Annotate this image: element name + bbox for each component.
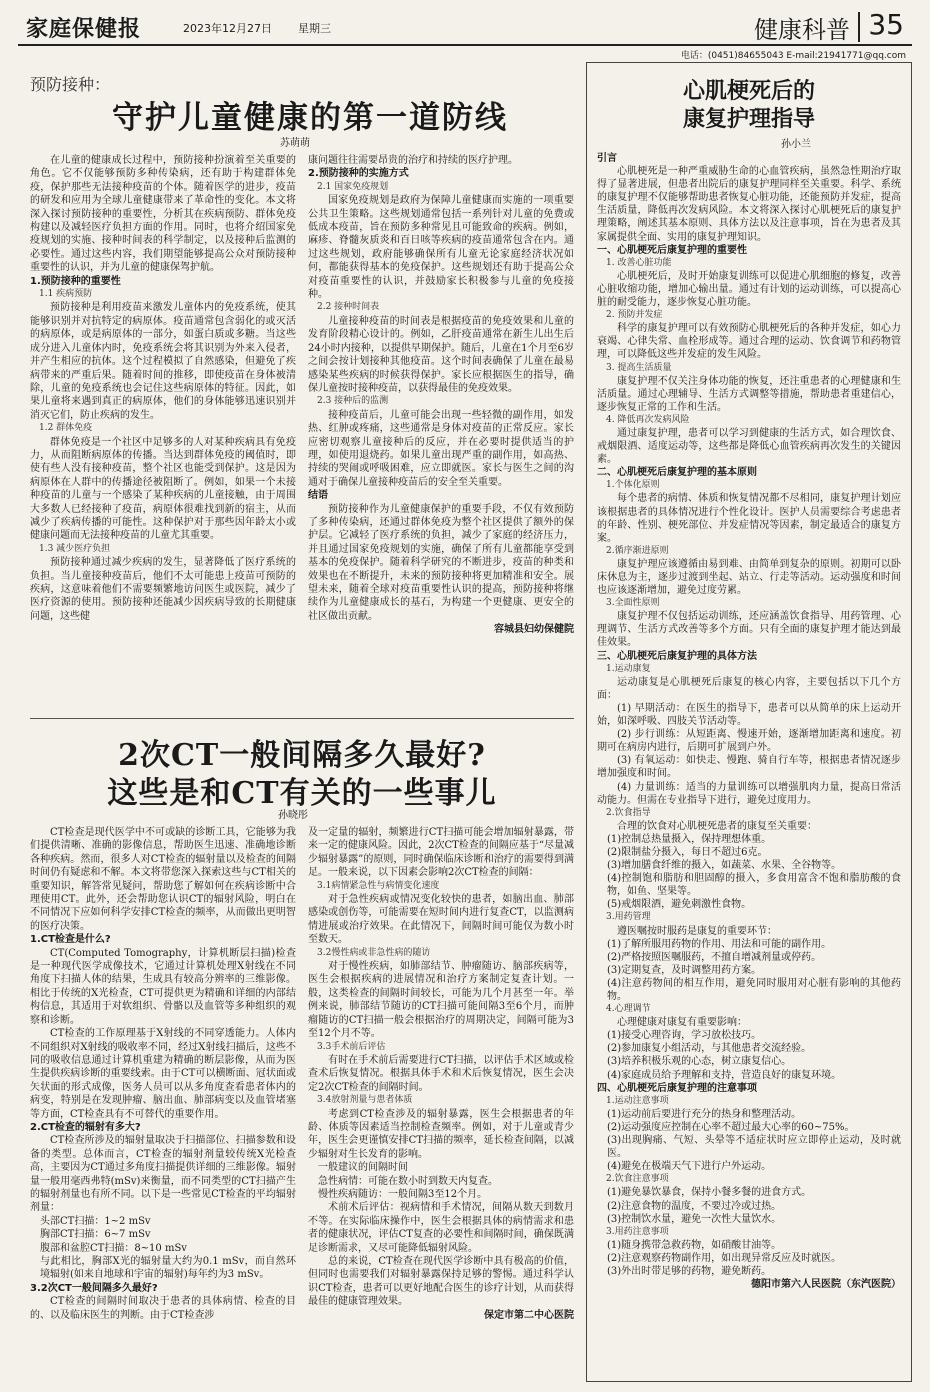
list-item: (5)戒烟限酒，避免刺激性食物。 [607,899,752,911]
left-articles [30,62,574,1382]
issue-date: 2023年12月27日 [183,22,272,35]
list-item: (1)随身携带急救药物，如硝酸甘油等。 [607,1239,782,1251]
list-item: 胸部CT扫描：6~7 mSv [40,1229,151,1241]
subsection-heading: 4. 降低再次发病风险 [606,414,690,425]
subsection-heading: 1. 改善心脏功能 [606,257,672,268]
paragraph: 康复护理不仅关注身体功能的恢复，还注重患者的心理健康和生活质量。通过心理辅导、生活方式调整等措施，帮助患者重建信心，逐步恢复正常的工作和生活。 [597,375,901,413]
page-number: 35 [868,8,904,41]
paragraph: CT检查的间隔时间取决于患者的具体病情、检查的目的、以及临床医生的判断。由于CT检查涉 [30,1296,296,1321]
paragraph: (2) 步行训练：从短距离、慢速开始，逐渐增加距离和速度。初期可在病房内进行，后期可扩展到户外。 [597,729,901,754]
article3-title-line2: 康复护理指导 [682,106,815,132]
list-item: (1)避免暴饮暴食，保持小餐多餐的进食方式。 [607,1187,812,1199]
paragraph: 康问题往往需要昂贵的治疗和持续的医疗护理。 [308,155,518,166]
paragraph: CT检查的工作原理基于X射线的不同穿透能力。人体内不同组织对X射线的吸收率不同，经过X射线扫描后，这些不同的吸收信息通过计算机重建为精确的断层影像，从而为医生提供疾病诊断的重要线索。由于CT可以横断面、冠状面或矢状面的形式成像，医务人员可以从多角度查看患者体内的病变，特别是在发现肿瘤、脑出血、肺部病变以及血管堵塞等方面，CT检查具有不可替代的重要作用。 [30,1028,296,1120]
article3-box [586,62,912,1382]
paragraph: 预防接种是利用疫苗来激发儿童体内的免疫系统，使其能够识别并对抗特定的病原体。疫苗通常包含弱化的或灭活的病原体，或是病原体的一部分，如蛋白质或多糖。当这些成分进入儿童体内时，免疫系统会将其识别为外来入侵者，并产生相应的抗体。这个过程模拟了自然感染，但避免了疾病带来的严重后果。随着时间的推移，即使疫苗在身体被清除，儿童的免疫系统也会记住这些病原体的特征。因此，如果儿童将来遇到真正的病原体，他们的身体能够迅速识别并消灭它们，防止疾病的发生。 [30,302,296,421]
paragraph: CT检查是现代医学中不可或缺的诊断工具，它能够为我们提供清晰、准确的影像信息，帮助医生迅速、准确地诊断各种疾病。然而，很多人对CT检查的辐射量以及检查的间隔时间仍有疑虑和不解。本文将带您深入探索这些与CT相关的重要知识，解答常见疑问，帮助您了解如何在疾病诊断中合理使用CT。此外，还会帮助您认识CT的辐射风险，明白在不同情况下应如何科学安排CT检查的频率，从而做出更明智的医疗决策。 [30,827,296,932]
paragraph: 每个患者的病情、体质和恢复情况都不尽相同，康复护理计划应该根据患者的具体情况进行个性化设计。医护人员需要综合考虑患者的年龄、性别、梗死部位、并发症情况等因素，制定最适合的康复方案。 [597,493,901,544]
list-item: (3)定期复查，及时调整用药方案。 [607,964,762,976]
subsection-heading: 1.2 群体免疫 [39,423,93,434]
subsection-heading: 3.1病情紧急性与病情变化速度 [317,880,440,891]
source-credit: 容城县妇幼保健院 [494,624,574,636]
paragraph: (1) 早期活动：在医生的指导下，患者可以从简单的床上运动开始，如深呼吸、四肢关节活动等。 [597,702,901,728]
paragraph: (4) 力量训练：适当的力量训练可以增强肌肉力量，提高日常活动能力。但需在专业指导下进行，避免过度用力。 [597,781,901,806]
subsection-heading: 1.运动注意事项 [606,1095,669,1106]
section-heading: 二、心肌梗死后康复护理的基本原则 [597,467,757,479]
paragraph: 及一定量的辐射，频繁进行CT扫描可能会增加辐射暴露，带来一定的健康风险。因此，2次CT检查的间隔应基于“尽量减少辐射暴露”的原则，同时确保临床诊断和治疗的需要得到满足。一般来说，以下因素会影响2次CT检查的间隔： [308,827,574,879]
article2-column-1 [30,826,296,1382]
paragraph: 康复护理应该遵循由易到难、由简单到复杂的原则。初期可以卧床休息为主，逐步过渡到坐起、站立、行走等活动。运动强度和时间也应该逐渐增加，避免过度劳累。 [597,558,901,597]
list-item: (4)控制饱和脂肪和胆固醇的摄入，多食用富含不饱和脂肪酸的食物，如鱼、坚果等。 [607,873,901,898]
subsection-heading: 3.4放射剂量与患者体质 [317,1095,413,1106]
subsection-heading: 3.用药管理 [606,912,651,923]
section-heading: 2.CT检查的辐射有多大? [30,1121,141,1133]
subsection-heading: 2.循序渐进原则 [606,545,669,556]
subsection-heading: 2.饮食注意事项 [606,1174,669,1185]
article1-kicker: 预防接种： [30,75,111,94]
list-item: 急性病情：可能在数小时到数天内复查。 [318,1175,498,1187]
paragraph: CT(Computed Tomography，计算机断层扫描)检查是一种现代医学成像技术，它通过计算机处理X射线在不同角度下扫描人体的结果，生成具有较高分辨率的三维影像。相比于传统的X光检查，CT可提供更为精确和详细的内部结构信息，其适用于对软组织、骨骼以及血管等多种组织的观察和诊断。 [30,947,296,1026]
paragraph: 心肌梗死是一种严重威胁生命的心血管疾病，虽然急性期治疗取得了显著进展，但患者出院后的康复护理同样至关重要。科学、系统的康复护理不仅能够帮助患者恢复心脏功能，还能预防并发症，提高生活质量，降低再次发病风险。本文将深入探讨心肌梗死后的康复护理策略，阐述其基本原则、具体方法以及注意事项，旨在为患者及其家属提供全面、实用的康复护理知识。 [597,166,901,243]
list-item: (1)了解所服用药物的作用、用法和可能的副作用。 [607,938,832,950]
article2-title-line2: 这些是和CT有关的一些事儿 [107,776,497,811]
subsection-heading: 2.2 接种时间表 [317,302,380,313]
paragraph: 接种疫苗后，儿童可能会出现一些轻微的副作用，如发热、红肿或疼痛，这些通常是身体对疫苗的正常反应。家长应密切观察儿童接种后的反应，并在必要时提供适当的护理，如使用退烧药。如果儿童出现严重的副作用，如高热、持续的哭闹或呼吸困难，应立即就医。家长与医生之间的沟通对于确保儿童接种疫苗后的安全至关重要。 [308,409,574,488]
paragraph: 运动康复是心肌梗死后康复的核心内容，主要包括以下几个方面： [597,676,901,701]
article3-title-line1: 心肌梗死后的 [682,78,815,104]
subsection-heading: 2.3 接种后的监测 [317,396,389,407]
paragraph: 合理的饮食对心肌梗死患者的康复至关重要： [617,820,817,832]
paragraph: (3) 有氧运动：如快走、慢跑、骑自行车等，根据患者情况逐步增加强度和时间。 [597,755,901,780]
paragraph: CT检查所涉及的辐射量取决于扫描部位、扫描参数和设备的类型。总体而言，CT检查的辐射剂量较传统X光检查高，主要因为CT通过多角度扫描提供详细的三维影像。辐射量一般用毫西弗特(mSv)来衡量，而不同类型的CT扫描产生的辐射剂量也有所不同。以下是一些常见CT检查的平均辐射剂量： [30,1135,296,1214]
list-item: (2)注意食物的温度，不要过冷或过热。 [607,1200,782,1212]
article3-body [597,152,901,1291]
paragraph: 科学的康复护理可以有效预防心肌梗死后的各种并发症，如心力衰竭、心律失常、血栓形成等。通过合理的运动、饮食调节和药物管理，可以降低这些并发症的发生风险。 [597,323,901,361]
list-item: (3)出现胸痛、气短、头晕等不适症状时应立即停止运动，及时就医。 [607,1135,901,1160]
article1-column-1 [30,154,296,714]
section-heading: 1.CT检查是什么? [30,934,111,946]
list-item: (1)接受心理咨询，学习放松技巧。 [607,1030,762,1042]
list-item: (4)家庭成员给予理解和支持，营造良好的康复环境。 [607,1069,842,1081]
list-item: 与此相比，胸部X光的辐射量大约为0.1 mSv，而自然环境辐射(如来自地球和宇宙的辐射)每年约为3 mSv。 [40,1256,296,1281]
source-credit: 保定市第二中心医院 [484,1309,574,1321]
section-heading: 引言 [597,153,617,164]
paragraph: 预防接种通过减少疾病的发生，显著降低了医疗系统的负担。当儿童接种疫苗后，他们不太可能患上疫苗可预防的疾病，这意味着他们不需要频繁地访问医生或医院，减少了医疗资源的使用。预防接种还能减少因疾病导致的长期健康问题，这些健 [30,557,296,622]
paragraph: 儿童接种疫苗的时间表是根据疫苗的免疫效果和儿童的发育阶段精心设计的。例如，乙肝疫苗通常在新生儿出生后24小时内接种，以提供早期保护。随后，儿童在1个月至6岁之间会按计划接种其他疫苗。这个时间表确保了儿童在最易感染某些疾病的时候获得保护。家长应根据医生的指导，确保儿童按时接种疫苗，以获得最佳的免疫效果。 [308,315,574,394]
paragraph: 总的来说，CT检查在现代医学诊断中具有极高的价值，但同时也需要我们对辐射暴露保持足够的警惕。通过科学认识CT检查，患者可以更好地配合医生的诊疗计划，从而获得最佳的健康管理效果。 [308,1256,574,1308]
list-item: 一般建议的间隔时间 [318,1162,408,1174]
list-item: (2)注意观察药物副作用，如出现异常反应及时就医。 [607,1252,842,1264]
list-item: (3)外出时带足够的药物，避免断药。 [607,1265,772,1277]
article1-column-2 [308,154,574,714]
paragraph: 通过康复护理，患者可以学习到健康的生活方式，如合理饮食、戒烟限酒、适度运动等，这些都是降低心血管疾病再次发生的关键因素。 [597,427,901,466]
list-item: (3)增加膳食纤维的摄入，如蔬菜、水果、全谷物等。 [607,860,842,872]
paragraph: 有时在手术前后需要进行CT扫描，以评估手术区域或检查术后恢复情况。根据具体手术和术后恢复情况，医生会决定2次CT检查的间隔时间。 [308,1054,574,1093]
article1-author: 苏萌萌 [280,138,310,149]
list-item: (3)控制饮水量，避免一次性大量饮水。 [607,1213,782,1225]
subsection-heading: 2.1 国家免疫规划 [317,181,389,192]
subsection-heading: 1.运动康复 [606,663,651,674]
article2-title-line1: 2次CT一般间隔多久最好? [118,738,486,773]
list-item: 头部CT扫描：1~2 mSv [40,1215,151,1227]
paragraph: 心肌梗死后，及时开始康复训练可以促进心肌细胞的修复，改善心脏收缩功能，增加心输出量。通过有计划的运动训练，可以提高心脏的耐受能力，逐步恢复心脏功能。 [597,270,901,309]
list-item: (2)运动强度应控制在心率不超过最大心率的60~75%。 [607,1121,855,1133]
article2-author: 孙晓彤 [278,810,308,821]
list-item: (3)培养积极乐观的心态，树立康复信心。 [607,1056,792,1068]
subsection-heading: 1.3 减少医疗负担 [39,543,111,554]
list-item: (1)运动前后要进行充分的热身和整理活动。 [607,1108,802,1120]
list-item: (4)避免在极端天气下进行户外运动。 [607,1161,772,1173]
list-item: (2)严格按照医嘱服药，不擅自增减剂量或停药。 [607,951,822,963]
subsection-heading: 3.全面性原则 [606,598,660,609]
section-heading: 1.预防接种的重要性 [30,275,121,287]
subsection-heading: 2. 预防并发症 [606,310,663,321]
section-heading: 一、心肌梗死后康复护理的重要性 [597,244,747,256]
masthead-rule [18,44,912,46]
paragraph: 对于急性疾病或情况变化较快的患者，如脑出血、肺部感染或创伤等，可能需要在短时间内进行复查CT，以监测病情进展或治疗效果。在此情况下，间隔时间可能仅为数小时至数天。 [308,894,574,946]
paragraph: 康复护理不仅包括运动训练，还应涵盖饮食指导、用药管理、心理调节、生活方式改善等多个方面。只有全面的康复护理才能达到最佳效果。 [597,611,901,649]
paragraph: 考虑到CT检查涉及的辐射暴露，医生会根据患者的年龄、体质等因素适当控制检查频率。例如，对于儿童或青少年，医生会更谨慎安排CT扫描的频率，延长检查间隔，以减少辐射对生长发育的影响。 [308,1108,574,1160]
section-name: 健康科普 [754,16,850,44]
paragraph: 国家免疫规划是政府为保障儿童健康而实施的一项重要公共卫生策略。这些规划通常包括一系列针对儿童的免费或低成本疫苗，旨在预防多种常见且可能致命的疾病。例如，麻疹、脊髓灰质炎和百日咳等疾病的疫苗通常包含在内。通过这些规划，政府能够确保所有儿童无论家庭经济状况如何，都能获得基本的免疫保护。这些规划还有助于提高公众对疫苗重要性的认识，并鼓励家长积极参与儿童的免疫接种。 [308,195,574,301]
article-divider [30,718,574,719]
article3-author: 孙小兰 [781,139,811,150]
list-item: (2)参加康复小组活动，与其他患者交流经验。 [607,1043,812,1055]
subsection-heading: 2.饮食指导 [606,807,651,818]
list-item: (2)限制盐分摄入，每日不超过6克。 [607,846,768,858]
section-heading: 结语 [308,490,328,502]
article1-title: 守护儿童健康的第一道防线 [112,100,508,136]
paragraph: 群体免疫是一个社区中足够多的人对某种疾病具有免疫力，从而阻断病原体的传播。当达到群体免疫的阈值时，即使有些人没有接种疫苗，整个社区也能受到保护。这是因为病原体在人群中的传播途径被阻断了。例如，如果一个未接种疫苗的儿童与一个感染了某种疾病的儿童接触，由于周围大多数人已经接种了疫苗，病原体很难找到新的宿主，从而减少了疾病传播的可能性。这种保护对于那些因年龄太小或健康问题而无法接种疫苗的儿童尤其重要。 [30,436,296,542]
paragraph: 术前术后评估：视病情和手术情况，间隔从数天到数月不等。在实际临床操作中，医生会根据具体的病情需求和患者的健康状况，评估CT复查的必要性和间隔时间，确保既满足诊断需求，又尽可能降低辐射风险。 [308,1202,574,1254]
paragraph: 心理健康对康复有重要影响： [617,1017,747,1029]
subsection-heading: 3.3手术前后评估 [317,1041,386,1052]
paragraph: 预防接种作为儿童健康保护的重要手段，不仅有效预防了多种传染病，还通过群体免疫为整个社区提供了额外的保护层。它减轻了医疗系统的负担，减少了家庭的经济压力，并且通过国家免疫规划的实施，确保了所有儿童都能享受到基本的免疫保护。随着科学研究的不断进步，疫苗的种类和效果也在不断提升，未来的预防接种将更加精准和安全。展望未来，随着全球对疫苗重要性认识的提高，预防接种将继续作为儿童健康成长的基石，为构建一个更健康、更安全的社区做出贡献。 [308,503,574,622]
subsection-heading: 4.心理调节 [606,1004,651,1015]
section-heading: 3.2次CT一般间隔多久最好? [30,1282,158,1294]
subsection-heading: 3.2慢性病或非急性病的随访 [317,947,431,958]
section-heading: 2.预防接种的实施方式 [308,168,409,180]
subsection-heading: 1.个体化原则 [606,480,660,491]
newspaper-title: 家庭保健报 [26,17,142,42]
masthead [18,8,912,46]
list-item: 慢性疾病随访：一般间隔3至12个月。 [318,1188,488,1200]
source-credit: 德阳市第六人民医院（东汽医院） [751,1279,901,1291]
paragraph: 在儿童的健康成长过程中，预防接种扮演着至关重要的角色。它不仅能够预防多种传染病，还有助于构建群体免疫，保护那些无法接种疫苗的个体。随着医学的进步，疫苗的研发和应用为全球儿童健康带来了革命性的变化。本文将深入探讨预防接种的重要性，分析其在疾病预防、群体免疫构建以及减轻医疗负担方面的作用。同时，也将介绍国家免疫规划的实施、接种时间表的科学制定，以及接种后监测的必要性。通过这些内容，我们期望能够提高公众对预防接种重要性的认识，并为儿童的健康保驾护航。 [30,155,296,274]
paragraph: 对于慢性疾病，如肺部结节、肿瘤随访、脑部疾病等，医生会根据疾病的进展情况和治疗方案制定复查计划。一般，这类检查的间隔时间较长，可能为几个月甚至一年。举例来说，肺部结节随访的CT扫描可能间隔3至6个月，而肿瘤随访的CT扫描一般会根据治疗的周期决定，间隔可能为3至12个月不等。 [308,961,574,1040]
section-heading: 三、心肌梗死后康复护理的具体方法 [597,650,757,662]
list-item: 腹部和盆腔CT扫描：8~10 mSv [40,1242,187,1254]
section-heading: 四、心肌梗死后康复护理的注意事项 [597,1082,757,1094]
subsection-heading: 1.1 疾病预防 [39,289,93,300]
paragraph: 遵医嘱按时服药是康复的重要环节： [617,925,777,937]
list-item: (1)控制总热量摄入，保持理想体重。 [607,833,772,845]
subsection-heading: 3. 提高生活质量 [606,362,672,373]
masthead-separator [858,12,860,42]
list-item: (4)注意药物间的相互作用，避免同时服用对心脏有影响的其他药物。 [607,977,901,1002]
subsection-heading: 3.用药注意事项 [606,1226,669,1237]
contact-info: 电话：(0451)84655043 E-mail:21941771@qq.com [680,51,906,61]
issue-weekday: 星期三 [298,22,331,35]
article2-column-2 [308,826,574,1382]
